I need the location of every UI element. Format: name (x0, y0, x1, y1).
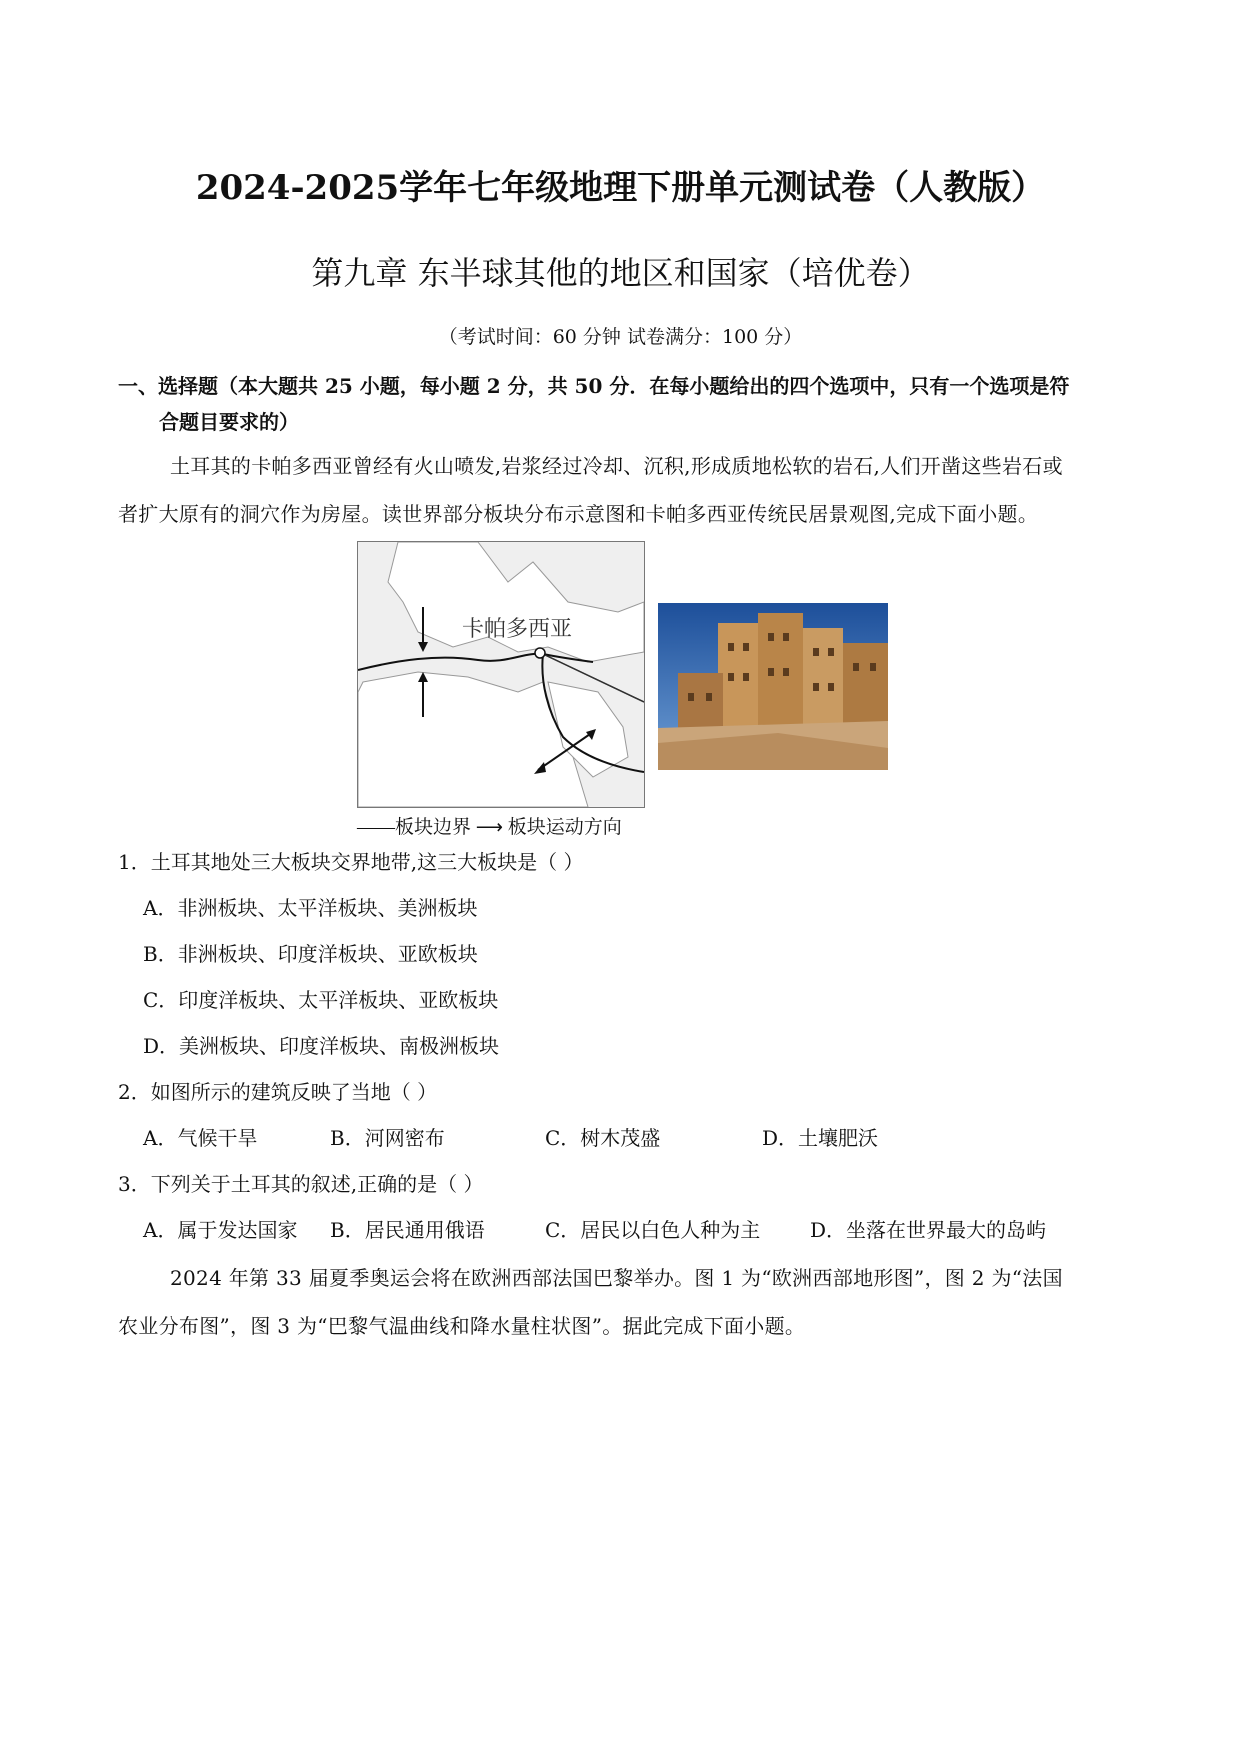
question-1-option-c: C．印度洋板块、太平洋板块、亚欧板块 (143, 988, 499, 1012)
question-2-option-c: C．树木茂盛 (545, 1126, 661, 1150)
material2-line2: 农业分布图”，图 3 为“巴黎气温曲线和降水量柱状图”。据此完成下面小题。 (118, 1314, 806, 1338)
question-2-option-a: A．气候干旱 (143, 1126, 258, 1150)
question-3-option-b: B．居民通用俄语 (330, 1218, 485, 1242)
question-1-option-b: B．非洲板块、印度洋板块、亚欧板块 (143, 942, 478, 966)
chapter-title: 第九章 东半球其他的地区和国家（培优卷） (311, 254, 930, 292)
photo-drawing (658, 603, 888, 770)
section-heading-line1: 一、选择题（本大题共 25 小题，每小题 2 分，共 50 分．在每小题给出的四个选项中，只有一个选项是符 (118, 374, 1070, 398)
cappadocia-dwellings-photo (658, 603, 888, 770)
question-2-stem: 2．如图所示的建筑反映了当地（ ） (118, 1080, 438, 1104)
question-3-option-c: C．居民以白色人种为主 (545, 1218, 761, 1242)
question-3-stem: 3．下列关于土耳其的叙述,正确的是（ ） (118, 1172, 484, 1196)
question-3-option-d: D．坐落在世界最大的岛屿 (810, 1218, 1047, 1242)
section-heading (118, 368, 1138, 440)
question-1-option-a: A．非洲板块、太平洋板块、美洲板块 (143, 896, 478, 920)
question-2-option-d: D．土壤肥沃 (762, 1126, 879, 1150)
section-heading-line2: 合题目要求的） (159, 410, 299, 434)
map-legend: ——板块边界 ⟶ 板块运动方向 (357, 817, 622, 838)
map-label-cappadocia: 卡帕多西亚 (462, 616, 573, 641)
plate-map (357, 541, 645, 808)
question-3-option-a: A．属于发达国家 (143, 1218, 298, 1242)
material1-line2: 者扩大原有的洞穴作为房屋。读世界部分板块分布示意图和卡帕多西亚传统民居景观图,完成下面小题。 (118, 502, 1039, 526)
page-title: 2024-2025学年七年级地理下册单元测试卷（人教版） (195, 168, 1046, 208)
material1-line1: 土耳其的卡帕多西亚曾经有火山喷发,岩浆经过冷却、沉积,形成质地松软的岩石,人们开凿这些岩石或 (170, 454, 1063, 478)
question-1-option-d: D．美洲板块、印度洋板块、南极洲板块 (143, 1034, 500, 1058)
material2-line1: 2024 年第 33 届夏季奥运会将在欧洲西部法国巴黎举办。图 1 为“欧洲西部地形图”，图 2 为“法国 (170, 1266, 1063, 1290)
question-1-stem: 1．土耳其地处三大板块交界地带,这三大板块是（ ） (118, 850, 584, 874)
plate-map-drawing (358, 542, 644, 807)
exam-info: （考试时间：60 分钟 试卷满分：100 分） (438, 326, 803, 348)
question-2-option-b: B．河网密布 (330, 1126, 445, 1150)
